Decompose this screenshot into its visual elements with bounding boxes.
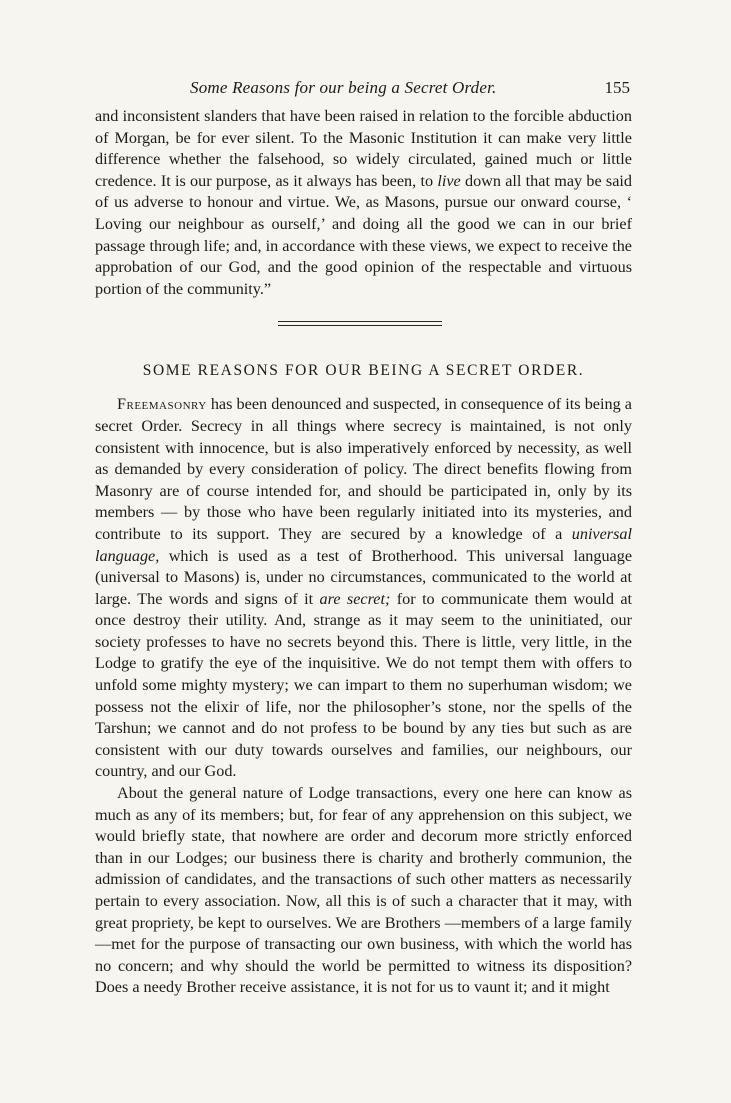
lead-word: Freemasonry — [117, 395, 207, 414]
section-divider — [95, 300, 632, 350]
running-header — [95, 78, 632, 106]
body-paragraph-2 — [95, 783, 632, 999]
continuation-text-1: and inconsistent slanders that have been raised in relation to the forcible abduction of Morgan, be for ever silent. To the Masonic Institution it can make very little difference whether the falsehood, so widely circulated, gained much or little credence. It is our purpose, as it always has been, to — [95, 107, 632, 190]
divider-line-top — [278, 321, 442, 322]
section-title: SOME REASONS FOR OUR BEING A SECRET ORDER. — [142, 362, 585, 380]
paragraph-2-text: About the general nature of Lodge transactions, every one here can know as much as any of its members; but, for fear of any apprehension on this subject, we would briefly state, that nowhere are order and decorum more strictly enforced than in our Lodges; our business there is charity and brotherly communion, the admission of candidates, and the transactions of such other matters as necessarily pertain to every association. Now, all this is of such a character that it may, with great propriety, be kept to ourselves. We are Brothers —members of a large family—met for the purpose of transacting our own business, with which the world has no concern; and why should the world be permitted to witness its disposition? Does a needy Brother receive assistance, it is not for us to vaunt it; and it might — [95, 784, 632, 997]
paragraph-1-text-1: has been denounced and suspected, in consequence of its being a secret Order. Secrecy in all things where secrecy is maintained, is not only consistent with innocence, but is also imperatively enforced by necessity, as well as demanded by every consideration of policy. The direct benefits flowing from Masonry are of course intended for, and should be participated in, only by its members — by those who have been regularly initiated into its mysteries, and contribute to its support. They are secured by a knowledge of a — [95, 395, 632, 543]
italic-live: live — [437, 171, 461, 190]
italic-universal-language: universal language, — [95, 524, 632, 565]
continuation-text-2: down all that may be said of us adverse to honour and virtue. We, as Masons, pursue our onward course, ‘ Loving our neighbour as ourself,’ and doing all the good we can in our brief passage through life; and, in accordance with these views, we expect to receive the approbation of our God, and the good opinion of the respectable and virtuous portion of the community.” — [95, 171, 632, 298]
running-title: Some Reasons for our being a Secret Order. — [190, 78, 497, 97]
divider-line-bottom — [278, 325, 442, 326]
italic-are-secret: are secret; — [319, 589, 391, 608]
page — [95, 78, 632, 999]
paragraph-1-text-2: which is used as a test of Brotherhood. This universal language (universal to Masons) is, under no circumstances, communicated to the world at large. The words and signs of it — [95, 546, 632, 608]
page-number: 155 — [604, 78, 630, 97]
continuation-paragraph — [95, 106, 632, 300]
body-paragraph-1 — [95, 394, 632, 783]
paragraph-1-text-3: for to communicate them would at once destroy their utility. And, strange as it may seem to the uninitiated, our society professes to have no secrets beyond this. There is little, very little, in the Lodge to gratify the eye of the inquisitive. We do not tempt them with offers to unfold some mighty mystery; we can impart to them no superhuman wisdom; we possess not the elixir of life, nor the philosopher’s stone, nor the spells of the Tarshun; we cannot and do not profess to be bound by any ties but such as are consistent with our duty towards ourselves and families, our neighbours, our country, and our God. — [95, 589, 633, 781]
